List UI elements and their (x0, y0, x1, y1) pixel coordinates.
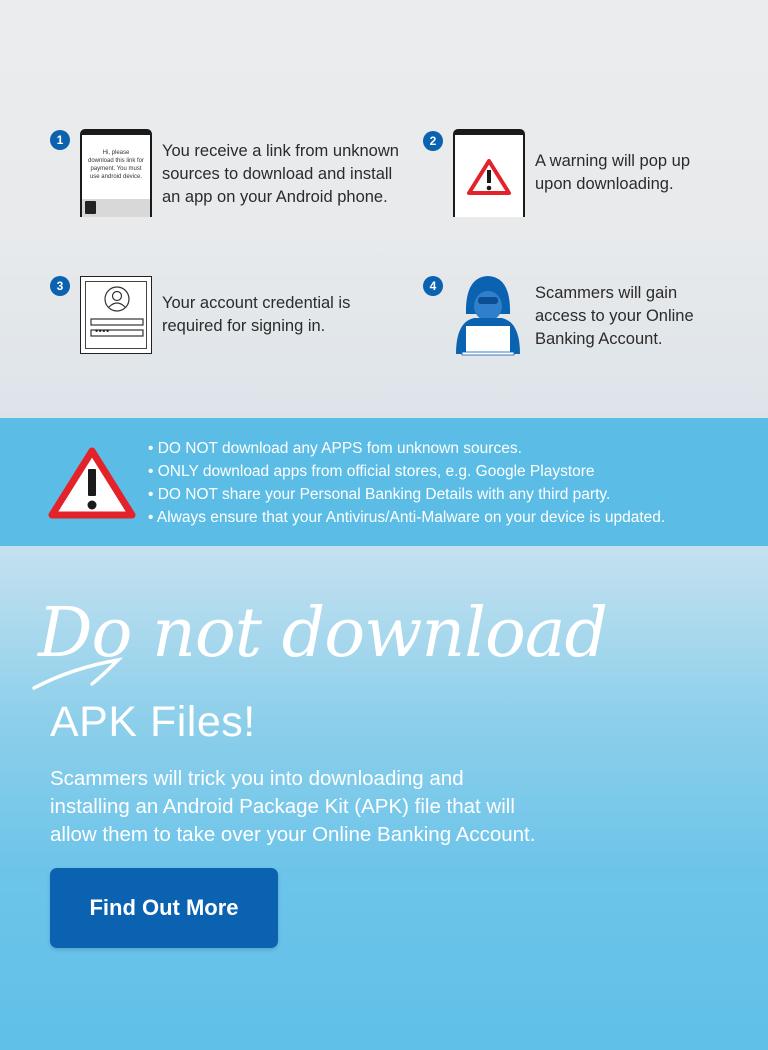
login-form-illustration (80, 276, 152, 354)
script-title (32, 584, 632, 696)
step-1-line: You receive a link from unknown (162, 142, 399, 160)
step-3-line: Your account credential is (162, 294, 351, 312)
step-2-line: A warning will pop up (535, 152, 691, 170)
phone-message-illustration (80, 129, 152, 217)
login-form-frame (85, 281, 147, 349)
hero-description-line: installing an Android Package Kit (APK) file that will (50, 795, 515, 818)
phone-attachment-bar (82, 199, 150, 217)
phone-message-line: download this link for (87, 158, 145, 164)
password-mask: •••• (95, 326, 110, 336)
step-3-line: required for signing in. (162, 317, 326, 335)
user-avatar-icon (86, 282, 148, 350)
phone-message-line: use android device. (89, 174, 143, 180)
step-1-text (162, 140, 399, 209)
step-4-text (535, 282, 694, 351)
step-3-text (162, 292, 350, 338)
warning-item: • Always ensure that your Antivirus/Anti-Malware on your device is updated. (148, 509, 666, 526)
warning-triangle-icon (455, 135, 523, 217)
page-headline: APK Files! (50, 698, 256, 746)
step-2-text (535, 150, 690, 196)
phone-message (86, 149, 146, 181)
step-4-line: access to your Online (535, 307, 694, 325)
script-title-text: Do not download (38, 594, 607, 673)
step-3-number: 3 (50, 276, 70, 296)
find-out-more-button[interactable]: Find Out More (50, 868, 278, 948)
warning-list (148, 437, 665, 529)
step-4-line: Scammers will gain (535, 284, 678, 302)
warning-item: • DO NOT share your Personal Banking Details with any third party. (148, 486, 611, 503)
phone-message-line: payment. You must (90, 166, 142, 172)
step-1-line: an app on your Android phone. (162, 188, 388, 206)
phone-message-line: Hi, please (102, 150, 130, 156)
hero-description (50, 765, 650, 849)
step-2-number: 2 (423, 131, 443, 151)
step-1-line: sources to download and install (162, 165, 393, 183)
step-1-number: 1 (50, 130, 70, 150)
step-2-line: upon downloading. (535, 175, 674, 193)
warning-item: • DO NOT download any APPS fom unknown sources. (148, 440, 522, 457)
apk-file-icon (85, 201, 96, 214)
warning-item: • ONLY download apps from official stores, e.g. Google Playstore (148, 463, 595, 480)
step-4-line: Banking Account. (535, 330, 663, 348)
hero-description-line: Scammers will trick you into downloading and (50, 767, 464, 790)
hacker-icon (452, 272, 524, 358)
phone-warning-illustration (453, 129, 525, 217)
step-4-number: 4 (423, 276, 443, 296)
warning-triangle-icon (48, 445, 136, 521)
hero-description-line: allow them to take over your Online Banking Account. (50, 823, 536, 846)
